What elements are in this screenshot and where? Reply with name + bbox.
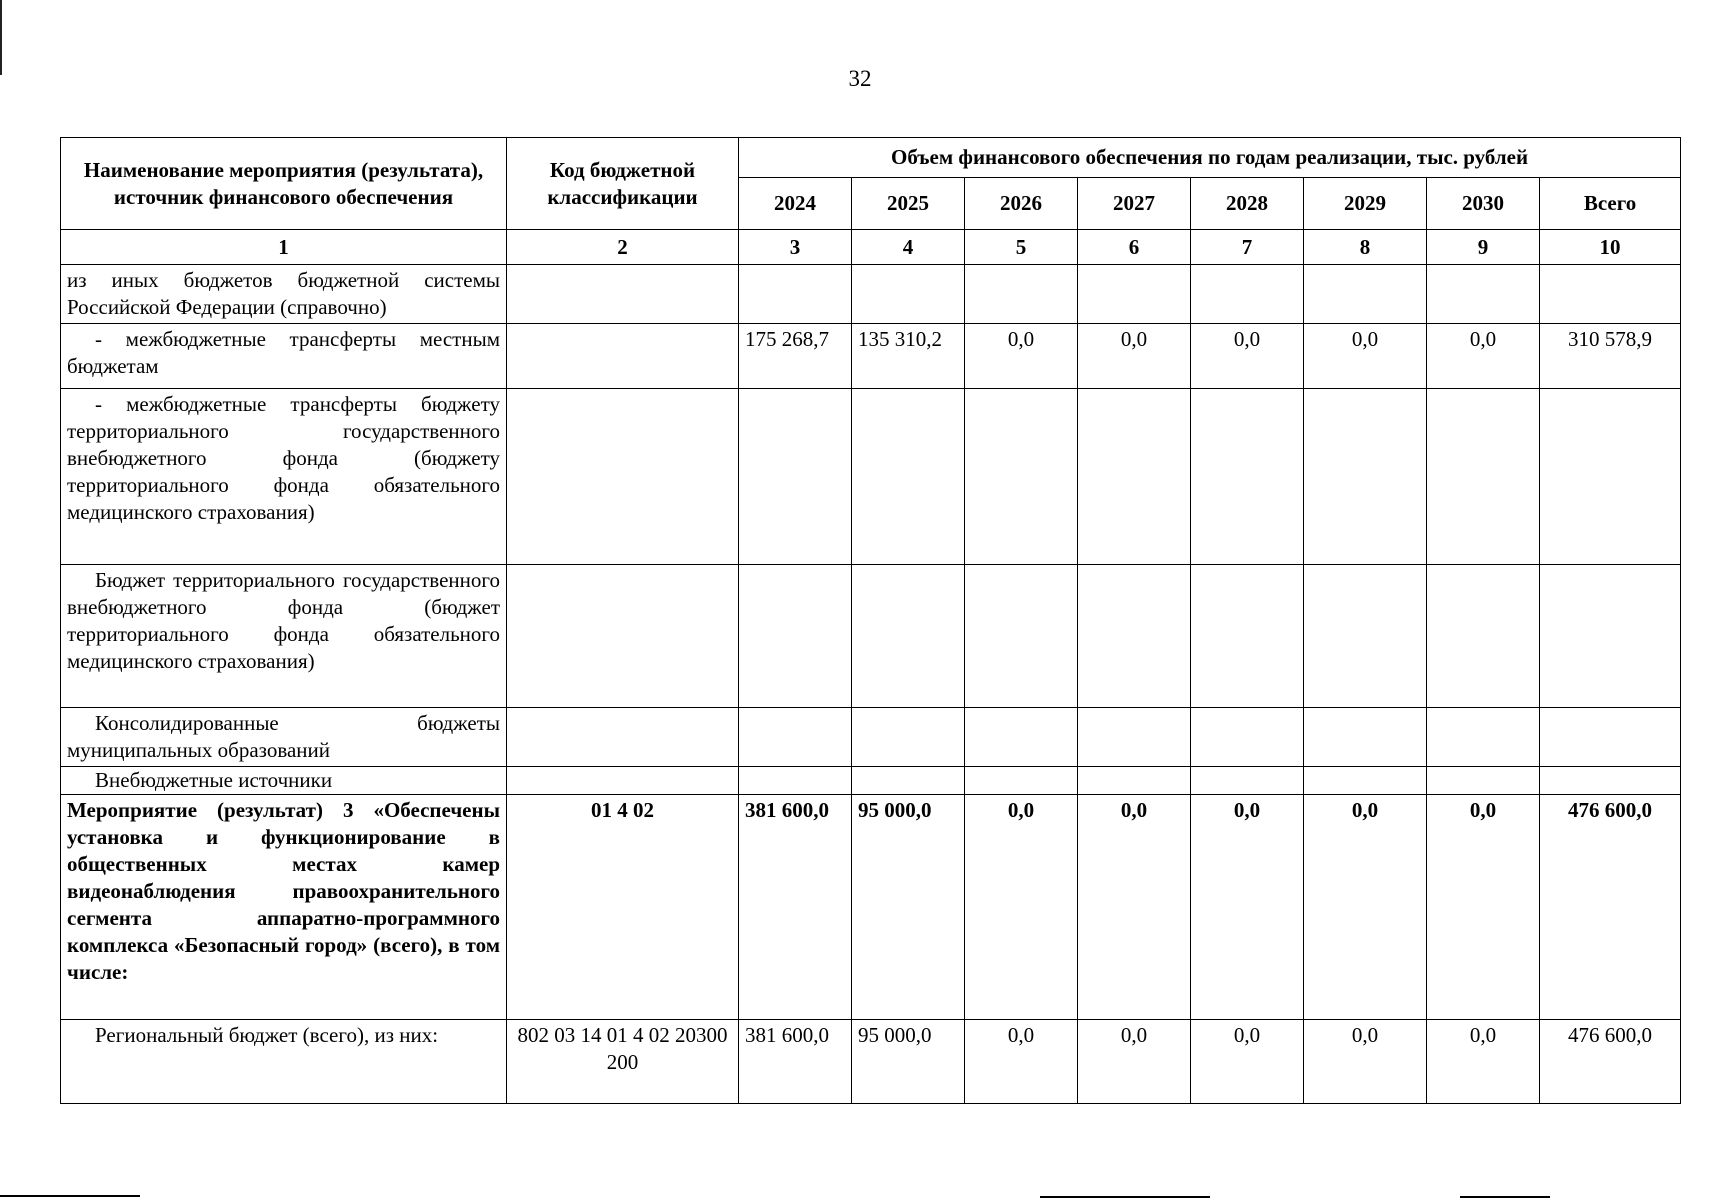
scan-artifact-line (1040, 1196, 1210, 1198)
row-value: 0,0 (1304, 795, 1427, 1020)
table-row (61, 265, 1681, 324)
header-year: 2025 (852, 178, 965, 230)
row-value (1540, 767, 1681, 795)
row-value (1078, 265, 1191, 324)
row-code (507, 389, 739, 565)
row-value (1304, 565, 1427, 708)
column-number: 9 (1427, 230, 1540, 265)
row-value (965, 265, 1078, 324)
row-value (965, 767, 1078, 795)
row-value (1191, 708, 1304, 767)
row-value (965, 565, 1078, 708)
row-value (739, 565, 852, 708)
column-number: 3 (739, 230, 852, 265)
scan-artifact-line (1460, 1196, 1550, 1198)
header-code: Код бюджетной классификации (507, 138, 739, 230)
header-year: 2030 (1427, 178, 1540, 230)
table-row (61, 324, 1681, 389)
row-value: 476 600,0 (1540, 1020, 1681, 1104)
row-value: 135 310,2 (852, 324, 965, 389)
row-value: 0,0 (965, 324, 1078, 389)
row-value (1304, 389, 1427, 565)
header-year: 2024 (739, 178, 852, 230)
row-value: 381 600,0 (739, 795, 852, 1020)
row-value (1078, 767, 1191, 795)
header-volume: Объем финансового обеспечения по годам реализации, тыс. рублей (739, 138, 1681, 178)
row-value (1427, 265, 1540, 324)
row-code (507, 265, 739, 324)
column-number: 8 (1304, 230, 1427, 265)
row-value (852, 265, 965, 324)
row-name: Региональный бюджет (всего), из них: (61, 1020, 507, 1104)
row-code: 01 4 02 (507, 795, 739, 1020)
row-value: 0,0 (1304, 324, 1427, 389)
row-value: 0,0 (1191, 1020, 1304, 1104)
row-value (1191, 565, 1304, 708)
row-value: 0,0 (1427, 795, 1540, 1020)
row-code (507, 708, 739, 767)
header-year: 2026 (965, 178, 1078, 230)
row-value (1427, 708, 1540, 767)
row-value: 95 000,0 (852, 795, 965, 1020)
row-value (852, 767, 965, 795)
row-value (1078, 708, 1191, 767)
row-value: 0,0 (1078, 795, 1191, 1020)
row-value (852, 708, 965, 767)
row-value (1540, 389, 1681, 565)
column-number: 6 (1078, 230, 1191, 265)
row-value (1427, 389, 1540, 565)
row-name: - межбюджетные трансферты бюджету территориального государственного внебюджетного фонда (бюджету территориального фонда обязательного медицинского страхования) (61, 389, 507, 565)
row-value (739, 265, 852, 324)
row-value (965, 708, 1078, 767)
row-value: 95 000,0 (852, 1020, 965, 1104)
row-value (1304, 265, 1427, 324)
row-value: 0,0 (1191, 324, 1304, 389)
row-value (852, 565, 965, 708)
table-row (61, 795, 1681, 1020)
row-code (507, 324, 739, 389)
column-number: 7 (1191, 230, 1304, 265)
row-value (1540, 565, 1681, 708)
row-code: 802 03 14 01 4 02 20300 200 (507, 1020, 739, 1104)
row-value: 381 600,0 (739, 1020, 852, 1104)
row-name: из иных бюджетов бюджетной системы Российской Федерации (справочно) (61, 265, 507, 324)
row-value (1540, 265, 1681, 324)
row-value: 0,0 (1078, 324, 1191, 389)
row-name: - межбюджетные трансферты местным бюджетам (61, 324, 507, 389)
row-value (1078, 389, 1191, 565)
column-number: 10 (1540, 230, 1681, 265)
page-number: 32 (848, 66, 872, 91)
row-value (1078, 565, 1191, 708)
row-value (1304, 767, 1427, 795)
scan-artifact-line (0, 1195, 140, 1197)
header-year: 2028 (1191, 178, 1304, 230)
table-row (61, 565, 1681, 708)
row-value (1427, 565, 1540, 708)
table-row (61, 1020, 1681, 1104)
row-value (1191, 265, 1304, 324)
column-number: 4 (852, 230, 965, 265)
row-value (739, 389, 852, 565)
column-number: 5 (965, 230, 1078, 265)
header-year: 2027 (1078, 178, 1191, 230)
row-code (507, 565, 739, 708)
row-value: 0,0 (1304, 1020, 1427, 1104)
row-value: 310 578,9 (1540, 324, 1681, 389)
row-name: Мероприятие (результат) 3 «Обеспечены установка и функционирование в общественных местах камер видеонаблюдения правоохранительного сегмента аппаратно-программного комплекса «Безопасный город» (всего), в том числе: (61, 795, 507, 1020)
row-value (1191, 389, 1304, 565)
row-value (1540, 708, 1681, 767)
row-code (507, 767, 739, 795)
row-name: Бюджет территориального государственного внебюджетного фонда (бюджет территориального фонда обязательного медицинского страхования) (61, 565, 507, 708)
row-value: 0,0 (1427, 324, 1540, 389)
scan-edge-mark (0, 0, 2, 75)
row-value: 0,0 (1191, 795, 1304, 1020)
row-value (1191, 767, 1304, 795)
row-value (852, 389, 965, 565)
row-value: 0,0 (965, 795, 1078, 1020)
header-total: Всего (1540, 178, 1681, 230)
row-value (739, 708, 852, 767)
row-value (1304, 708, 1427, 767)
row-name: Консолидированные бюджеты муниципальных образований (61, 708, 507, 767)
column-number: 2 (507, 230, 739, 265)
budget-table (60, 137, 1681, 1104)
row-value (739, 767, 852, 795)
header-year: 2029 (1304, 178, 1427, 230)
row-value: 476 600,0 (1540, 795, 1681, 1020)
row-value: 0,0 (1427, 1020, 1540, 1104)
table-row (61, 708, 1681, 767)
row-value (965, 389, 1078, 565)
row-value: 0,0 (1078, 1020, 1191, 1104)
column-number: 1 (61, 230, 507, 265)
row-value: 0,0 (965, 1020, 1078, 1104)
row-value: 175 268,7 (739, 324, 852, 389)
header-name: Наименование мероприятия (результата), источник финансового обеспечения (61, 138, 507, 230)
table-row (61, 389, 1681, 565)
table-row (61, 767, 1681, 795)
row-value (1427, 767, 1540, 795)
row-name: Внебюджетные источники (61, 767, 507, 795)
